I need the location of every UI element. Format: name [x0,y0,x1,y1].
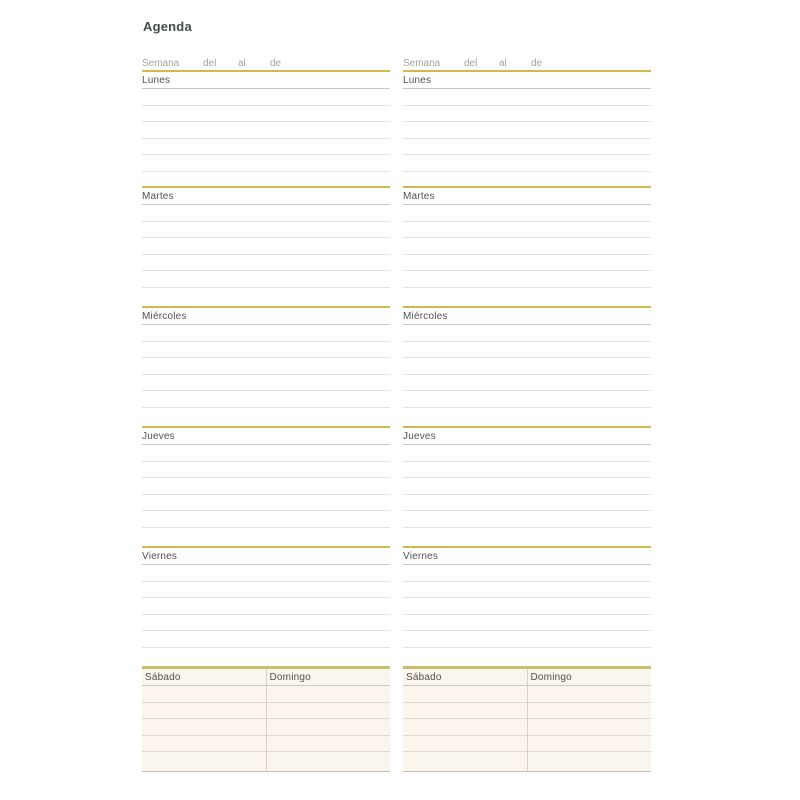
week-label-del: del [464,58,478,69]
writing-line [142,391,390,408]
page-title: Agenda [143,19,192,34]
day-label-saturday: Sábado [142,669,266,686]
writing-line [403,598,651,615]
writing-line [142,686,266,703]
writing-line [142,631,390,648]
saturday-cell [403,669,528,771]
day-block-wednesday [142,306,390,426]
day-block-thursday [403,426,651,546]
writing-line [403,271,651,288]
writing-line [142,462,390,479]
writing-line [403,736,527,753]
writing-line [403,582,651,599]
writing-line [142,325,390,342]
week-column-week-2 [403,57,651,772]
day-block-tuesday [403,186,651,306]
week-label-al: al [238,58,246,69]
writing-line [528,719,652,736]
week-header [403,57,651,72]
writing-line [403,205,651,222]
writing-line [403,615,651,632]
day-label-tuesday: Martes [142,188,390,205]
writing-line [142,736,266,753]
writing-line [142,565,390,582]
writing-line [403,686,527,703]
writing-line [403,358,651,375]
day-label-thursday: Jueves [403,428,651,445]
day-block-monday [403,72,651,186]
writing-line [142,238,390,255]
writing-line [403,89,651,106]
writing-line [403,478,651,495]
day-label-monday: Lunes [403,72,651,89]
week-label-de: de [531,58,543,69]
writing-line [142,598,390,615]
writing-line [403,342,651,359]
weekend-block [403,666,651,772]
day-block-monday [142,72,390,186]
day-label-thursday: Jueves [142,428,390,445]
writing-line [403,139,651,156]
week-label-semana: Semana [142,58,180,69]
week-column-week-1 [142,57,390,772]
writing-line [142,139,390,156]
writing-line [403,511,651,528]
day-label-wednesday: Miércoles [142,308,390,325]
day-block-tuesday [142,186,390,306]
writing-line [142,582,390,599]
day-label-friday: Viernes [142,548,390,565]
saturday-cell [142,669,267,771]
writing-line [403,391,651,408]
writing-line [142,719,266,736]
writing-line [403,155,651,172]
writing-line [403,375,651,392]
week-label-semana: Semana [403,58,441,69]
weekend-block [142,666,390,772]
day-label-sunday: Domingo [528,669,652,686]
writing-line [528,736,652,753]
writing-line [142,122,390,139]
day-label-saturday: Sábado [403,669,527,686]
writing-line [142,495,390,512]
writing-line [267,703,391,720]
sunday-cell [528,669,652,771]
writing-line [267,736,391,753]
writing-line [142,703,266,720]
day-label-friday: Viernes [403,548,651,565]
writing-line [142,106,390,123]
writing-line [142,478,390,495]
week-label-al: al [499,58,507,69]
writing-line [142,89,390,106]
writing-line [142,511,390,528]
writing-line [142,222,390,239]
week-label-del: del [203,58,217,69]
writing-line [403,719,527,736]
writing-line [267,686,391,703]
day-label-monday: Lunes [142,72,390,89]
writing-line [403,703,527,720]
writing-line [142,445,390,462]
writing-line [403,325,651,342]
writing-line [403,495,651,512]
writing-line [142,205,390,222]
writing-line [142,271,390,288]
writing-line [142,342,390,359]
day-label-sunday: Domingo [267,669,391,686]
day-block-friday [403,546,651,666]
writing-line [142,375,390,392]
writing-line [403,631,651,648]
day-block-thursday [142,426,390,546]
week-label-de: de [270,58,282,69]
writing-line [142,615,390,632]
writing-line [267,719,391,736]
writing-line [142,255,390,272]
writing-line [403,255,651,272]
writing-line [403,222,651,239]
writing-line [403,106,651,123]
writing-line [403,565,651,582]
day-label-tuesday: Martes [403,188,651,205]
writing-line [403,462,651,479]
writing-line [403,445,651,462]
writing-line [403,238,651,255]
writing-line [142,155,390,172]
day-block-friday [142,546,390,666]
day-block-wednesday [403,306,651,426]
sunday-cell [267,669,391,771]
writing-line [528,703,652,720]
writing-line [403,122,651,139]
day-label-wednesday: Miércoles [403,308,651,325]
writing-line [142,358,390,375]
week-header [142,57,390,72]
writing-line [528,686,652,703]
